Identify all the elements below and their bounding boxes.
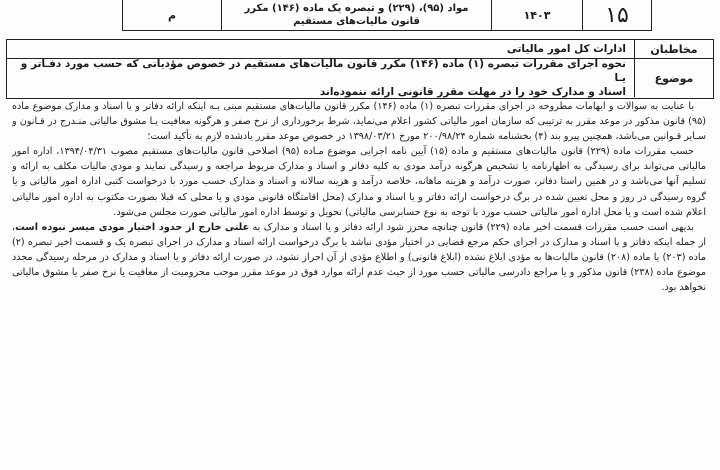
subject-line-1: نحوه اجرای مقررات تبصره (۱) ماده (۱۴۶) مکرر قانون مالیات‌های مستقیم در خصوص مؤدیانی که حسب مورد دفـاتر و یـا — [20, 58, 626, 84]
paragraph-2: حسب مقررات ماده (۲۲۹) قانون مالیات‌های مستقیم و ماده (۱۵) آیین نامه اجرایی موضوع مـاده (۹۵) اصلاحی قانون مالیات‌های مستقیم مصوب ۱۳۹۴/۰۴/۳۱، اداره امور مالیاتی می‌تواند برای رسیدگی به اظهارنامه یا تشخیص هرگونه درآمد مودی به کلیه دفاتر و اسناد و مدارک مربوط مراجعه و رسیدگی نمایند و مودی مالیات مکلف به ارائه و تسلیم آنها می‌باشد و در همین راستا دفاتر، صورت درآمد و هزینه ماهانه، خلاصه درآمد و هزینه سالانه و اسناد و مدارک حسب مورد با درخواست کتبی اداره امور مالیاتی و یا گروه رسیدگی در روز و محل تعیین شده در برگ درخواست ارائه دفاتر و یا اسناد و مدارک (محل اقامتگاه قانونی مودی و یا محلی که قبلا بصورت مکتوب به اداره امور مالیاتی اعلام شده است و یا محل اداره امور مالیاتی حسب مورد با توجه به نوع حسابرسی مالیاتی) تحویل و توسط اداره امور مالیاتی صورت مجلس می‌شود. — [12, 146, 706, 218]
paragraph-3-emphasis: علتی خارج از حدود اختیار مودی میسر نبوده است — [15, 221, 250, 233]
subject-row — [7, 59, 713, 97]
paragraph-3-end: ، از جمله اینکه دفاتر و یا اسناد و مدارک در اجرای حکم مرجع قضایی در اختیار مؤدی نباشد یا برگ درخواست ارائه اسناد و مدارک در اجرای تبصره یک و قسمت اخیر تبصره (۲) ماده (۲۰۳) یا ماده (۲۰۸) قانون مالیات‌ها به مؤدی ابلاغ نشده (ابلاغ قانونی) و اطلاع مؤدی از آن احراز نشود، در صورت ارائه دفاتر و یا اسناد و مدارک در مرحله رسیدگی مجدد موضوع ماده (۲۳۸) قانون مذکور و یا مراجع دادرسی مالیاتی حسب مورد از حیث عدم ارائه موارد فوق در موعد مقرر موجب محرومیت از معافیت یا نرخ صفر یا مشوق مالیاتی نخواهد بود. — [12, 221, 706, 294]
subject-label: موضوع — [634, 59, 713, 97]
paragraph-1: با عنایت به سوالات و ابهامات مطروحه در اجرای مقررات تبصره (۱) ماده (۱۴۶) مکرر قانون مالیات‌های مستقیم مبنی بـه اینکه ارائه دفاتر و یا اسناد و مدارک موضوع ماده (۹۵) قانون مذکور در موعد مقرر به ترتیبی که سازمان امور مالیاتی کشور اعلام می‌نماید، شرط برخورداری از نرخ صفر و هرگونه معافیت یـا مشوق مالیاتی منـدرج در قـانون و سـایر قـوانین می‌باشد، همچنین پیرو بند (۴) بخشنامه شماره ۲۰۰/۹۸/۲۴ مورخ ۱۳۹۸/۰۳/۲۱ در خصوص موعد مقرر یادشده لازم به تأکید است؛ — [12, 101, 706, 143]
addressee-label: مخاطبان — [634, 40, 713, 58]
paragraph-3-start: بدیهی است حسب مقررات قسمت اخیر ماده (۲۲۹) قانون چنانچه محرز شود ارائه دفاتر و یا اسناد و مدارک به — [249, 221, 694, 233]
circular-number: ۱۵ — [582, 0, 651, 30]
related-articles — [221, 0, 491, 30]
addressee-value: ادارات کل امور مالیاتی — [506, 43, 626, 55]
subject-line-2: اسناد و مدارک خود را در مهلت مقرر قانونی ارائه ننموده‌اند — [319, 86, 626, 98]
category-letter: م — [167, 8, 177, 22]
header-table — [6, 39, 714, 99]
reference-table — [122, 0, 652, 31]
related-articles-line-2: قانون مالیات‌های مستقیم — [293, 16, 420, 27]
subject-value — [7, 59, 634, 97]
paragraph-3 — [12, 220, 706, 295]
document-body — [12, 99, 706, 470]
related-articles-line-1: مواد (۹۵)، (۲۲۹) و تبصره یک ماده (۱۴۶) مکرر — [244, 3, 469, 14]
circular-year: ۱۴۰۳ — [491, 0, 582, 30]
